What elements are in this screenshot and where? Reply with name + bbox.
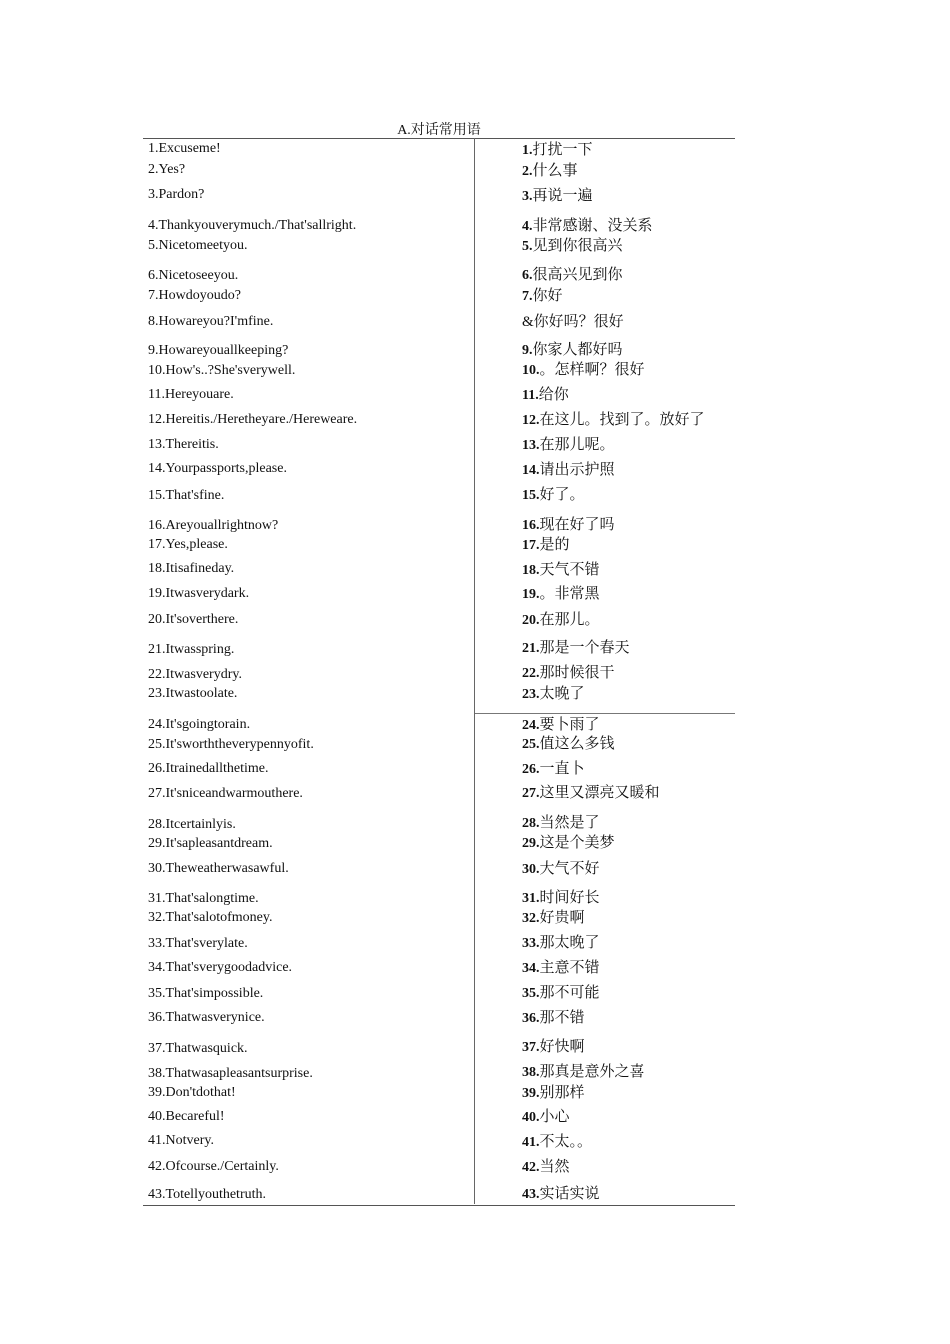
phrase-number: 42. [522, 1160, 540, 1175]
chinese-phrase [522, 141, 593, 160]
phrase-translation: 那时候很干 [539, 665, 615, 681]
chinese-phrase [522, 1133, 592, 1152]
page-title: A.对话常用语 [397, 123, 481, 138]
phrase-number: 3. [522, 189, 533, 204]
phrase-number: 33. [522, 936, 540, 951]
phrase-number: 38. [522, 1065, 540, 1080]
english-phrase: 37.Thatwasquick. [148, 1041, 248, 1056]
chinese-phrase [522, 162, 578, 181]
english-phrase: 28.Itcertainlyis. [148, 817, 236, 832]
english-phrase: 20.It'sovertherе. [148, 612, 239, 627]
english-phrase: 13.Thereitis. [148, 437, 219, 452]
english-phrase: 42.Ofcourse./Certainly. [148, 1159, 279, 1174]
phrase-number: 12. [522, 413, 540, 428]
chinese-phrase [522, 1038, 585, 1057]
phrase-number: 11. [522, 388, 539, 403]
english-phrase: 39.Don'tdothat! [148, 1085, 236, 1100]
chinese-phrase [522, 411, 705, 430]
chinese-phrase [522, 984, 600, 1003]
chinese-phrase [522, 909, 585, 928]
phrase-number: 34. [522, 961, 540, 976]
phrase-number: 39. [522, 1086, 540, 1101]
phrase-number: 40. [522, 1110, 540, 1125]
chinese-phrase [522, 814, 600, 833]
phrase-translation: 在这儿。找到了。放好了 [539, 412, 705, 428]
chinese-phrase [522, 685, 585, 704]
phrase-number: 17. [522, 538, 540, 553]
chinese-phrase [522, 361, 645, 380]
english-phrase: 21.Itwasspring. [148, 642, 235, 657]
english-phrase: 43.Totellyouthetruth. [148, 1187, 267, 1202]
phrase-translation: 打扰一下 [532, 142, 593, 158]
phrase-number: 9. [522, 343, 533, 358]
phrase-number: 22. [522, 666, 540, 681]
phrase-translation: 再说一遍 [532, 188, 593, 204]
phrase-translation: 。怎样啊？很好 [539, 362, 645, 378]
phrase-number: 15. [522, 488, 540, 503]
phrase-translation: 见到你很高兴 [532, 238, 623, 254]
chinese-phrase [522, 461, 615, 480]
phrase-number: 23. [522, 687, 540, 702]
chinese-phrase [522, 237, 623, 256]
chinese-phrase [522, 436, 615, 455]
phrase-translation: 一直卜 [539, 761, 585, 777]
phrase-translation: 那不可能 [539, 985, 600, 1001]
chinese-phrase [522, 760, 585, 779]
english-phrase: 23.Itwastoolate. [148, 686, 238, 701]
english-phrase: 17.Yes,please. [148, 537, 228, 552]
english-phrase: 41.Notvery. [148, 1133, 214, 1148]
english-phrase: 34.That'sverygoodadvice. [148, 960, 293, 975]
chinese-phrase [522, 341, 623, 360]
chinese-phrase [522, 187, 593, 206]
phrase-number: 37. [522, 1040, 540, 1055]
chinese-phrase [522, 1084, 585, 1103]
phrase-translation: 非常感谢、没关系 [532, 218, 653, 234]
english-phrase: 22.Itwasverydry. [148, 667, 242, 682]
english-phrase: 40.Becareful! [148, 1109, 225, 1124]
chinese-phrase [522, 860, 600, 879]
phrase-translation: 那真是意外之喜 [539, 1064, 645, 1080]
phrase-translation: 在那儿呢。 [539, 437, 615, 453]
phrase-number: 6. [522, 268, 533, 283]
phrase-translation: 别那样 [539, 1085, 585, 1101]
phrase-translation: 请出示护照 [539, 462, 615, 478]
phrase-number: 36. [522, 1011, 540, 1026]
phrase-translation: 小心 [539, 1109, 570, 1125]
english-phrase: 35.That'simpossible. [148, 986, 264, 1001]
phrase-translation: &你好吗？很好 [522, 314, 624, 330]
phrase-translation: 那不错 [539, 1010, 585, 1026]
english-phrase: 32.That'salotofmoney. [148, 910, 273, 925]
english-phrase: 18.Itisafineday. [148, 561, 235, 576]
chinese-phrase [522, 287, 563, 306]
phrase-number: 13. [522, 438, 540, 453]
english-phrase: 26.Itrainedallthetime. [148, 761, 269, 776]
english-phrase: 2.Yes? [148, 162, 186, 177]
phrase-translation: 很高兴见到你 [532, 267, 623, 283]
english-phrase: 4.Thankyouverymuch./That'sallright. [148, 218, 357, 233]
phrase-number: 20. [522, 613, 540, 628]
chinese-phrase [522, 664, 615, 683]
english-phrase: 1.Excuseme! [148, 141, 221, 156]
phrase-number: 35. [522, 986, 540, 1001]
chinese-phrase [522, 784, 660, 803]
english-phrase: 8.Howareyou?I'mfine. [148, 314, 274, 329]
english-phrase: 29.It'sapleasantdream. [148, 836, 273, 851]
english-phrase: 24.It'sgoingtorain. [148, 717, 251, 732]
phrase-translation: 太晚了 [539, 686, 585, 702]
phrase-translation: 好了。 [539, 487, 585, 503]
phrase-translation: 当然是了 [539, 815, 600, 831]
phrase-translation: 主意不错 [539, 960, 600, 976]
phrase-number: 25. [522, 737, 540, 752]
phrase-translation: 那太晚了 [539, 935, 600, 951]
phrase-translation: 好快啊 [539, 1039, 585, 1055]
phrase-translation: 你家人都好吗 [532, 342, 623, 358]
english-phrase: 9.Howareyouallkeeping? [148, 343, 289, 358]
row-divider [475, 713, 735, 714]
phrase-translation: 当然 [539, 1159, 570, 1175]
english-phrase: 25.It'sworththeverypennyofit. [148, 737, 314, 752]
chinese-phrase [522, 1185, 600, 1204]
chinese-phrase [522, 266, 623, 285]
chinese-phrase [522, 735, 615, 754]
english-phrase: 7.Howdoyoudo? [148, 288, 241, 303]
phrase-number: 32. [522, 911, 540, 926]
chinese-phrase [522, 889, 600, 908]
english-phrase: 6.Nicetoseeyou. [148, 268, 239, 283]
phrase-translation: 是的 [539, 537, 570, 553]
phrase-translation: 时间好长 [539, 890, 600, 906]
phrase-translation: 要卜雨了 [539, 717, 600, 733]
phrase-translation: 。非常黑 [539, 586, 600, 602]
phrase-number: 21. [522, 641, 540, 656]
phrase-number: 30. [522, 862, 540, 877]
phrase-number: 5. [522, 239, 533, 254]
english-phrase: 5.Nicetomeetyou. [148, 238, 248, 253]
english-phrase: 31.That'salongtime. [148, 891, 259, 906]
phrase-number: 19. [522, 587, 540, 602]
chinese-phrase [522, 386, 569, 405]
phrase-translation: 在那儿。 [539, 612, 600, 628]
chinese-phrase [522, 561, 600, 580]
phrase-translation: 给你 [538, 387, 569, 403]
phrase-translation: 不太。。 [539, 1134, 593, 1150]
english-phrase: 19.Itwasverydark. [148, 586, 250, 601]
phrase-number: 43. [522, 1187, 540, 1202]
phrase-translation: 实话实说 [539, 1186, 600, 1202]
english-phrase: 16.Areyouallrightnow? [148, 518, 279, 533]
column-divider [474, 138, 475, 1204]
phrase-translation: 什么事 [532, 163, 578, 179]
phrase-number: 24. [522, 718, 540, 733]
chinese-phrase [522, 516, 615, 535]
chinese-phrase [522, 639, 630, 658]
chinese-phrase [522, 611, 600, 630]
english-phrase: 12.Hereitis./Heretheyare./Hereweare. [148, 412, 358, 427]
chinese-phrase [522, 959, 600, 978]
phrase-translation: 好贵啊 [539, 910, 585, 926]
phrase-number: 27. [522, 786, 540, 801]
chinese-phrase [522, 716, 600, 735]
phrase-number: 28. [522, 816, 540, 831]
english-phrase: 15.That'sfine. [148, 488, 225, 503]
phrase-translation: 这里又漂亮又暖和 [539, 785, 660, 801]
phrase-translation: 大气不好 [539, 861, 600, 877]
phrase-translation: 你好 [532, 288, 563, 304]
chinese-phrase [522, 217, 653, 236]
phrase-number: 41. [522, 1135, 540, 1150]
chinese-phrase [522, 486, 585, 505]
phrase-number: 29. [522, 836, 540, 851]
phrase-number: 26. [522, 762, 540, 777]
phrase-translation: 天气不错 [539, 562, 600, 578]
phrase-number: 14. [522, 463, 540, 478]
chinese-phrase [522, 313, 624, 331]
phrase-translation: 这是个美梦 [539, 835, 615, 851]
phrase-number: 4. [522, 219, 533, 234]
english-phrase: 30.Theweatherwasawful. [148, 861, 289, 876]
chinese-phrase [522, 585, 600, 604]
phrase-number: 16. [522, 518, 540, 533]
phrase-number: 31. [522, 891, 540, 906]
phrase-translation: 值这么多钱 [539, 736, 615, 752]
chinese-phrase [522, 536, 570, 555]
english-phrase: 11.Hereyouare. [148, 387, 234, 402]
english-phrase: 10.How's..?She'sverywell. [148, 363, 296, 378]
phrase-translation: 现在好了吗 [539, 517, 615, 533]
english-phrase: 27.It'sniceandwarmouthere. [148, 786, 303, 801]
chinese-phrase [522, 934, 600, 953]
chinese-phrase [522, 834, 615, 853]
english-phrase: 14.Yourpassports,please. [148, 461, 287, 476]
phrase-number: 10. [522, 363, 540, 378]
english-phrase: 36.Thatwasverynice. [148, 1010, 265, 1025]
english-phrase: 38.Thatwasapleasantsurprise. [148, 1066, 313, 1081]
phrase-number: 2. [522, 164, 533, 179]
chinese-phrase [522, 1108, 570, 1127]
phrase-number: 18. [522, 563, 540, 578]
phrase-number: 1. [522, 143, 533, 158]
phrase-number: 7. [522, 289, 533, 304]
chinese-phrase [522, 1063, 645, 1082]
phrase-translation: 那是一个春天 [539, 640, 630, 656]
chinese-phrase [522, 1009, 585, 1028]
chinese-phrase [522, 1158, 570, 1177]
english-phrase: 3.Pardon? [148, 187, 205, 202]
english-phrase: 33.That'sverylate. [148, 936, 248, 951]
